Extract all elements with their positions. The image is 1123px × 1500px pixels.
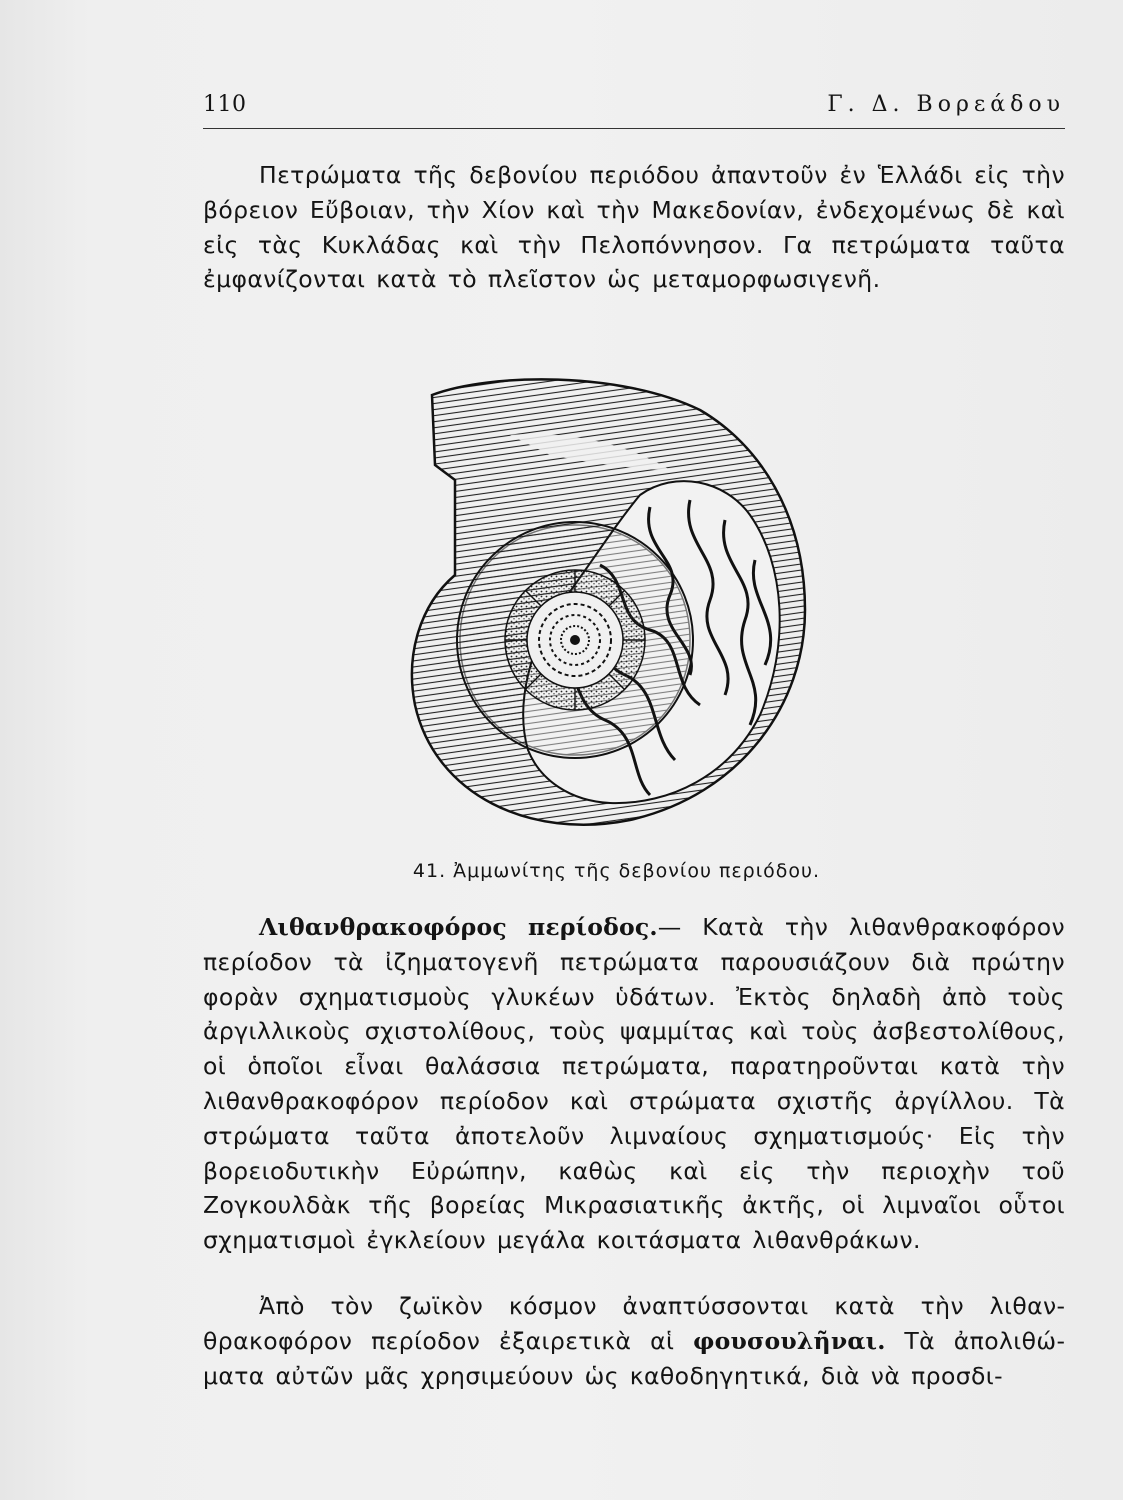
figure-ammonite — [400, 375, 820, 845]
page-header — [203, 92, 1065, 129]
running-head: Γ. Δ. Βορεάδου — [827, 92, 1065, 117]
paragraph-fusulinids-text-before: Ἀπὸ τὸν ζωϊκὸν κόσμον ἀναπτύσσονται κατὰ τὴν λιθανθρακοφόρον περίοδον ἐξαιρετικὰ αἱ — [203, 1292, 1065, 1355]
ammonite-illustration-icon — [400, 375, 820, 845]
page-number: 110 — [203, 92, 247, 117]
figure-caption: 41. Ἀμμωνίτης τῆς δεβονίου περιόδου. — [412, 860, 821, 882]
paragraph-devonian-rocks: Πετρώματα τῆς δεβονίου περιόδου ἀπαντοῦν ἐν Ἑλλάδι εἰς τὴν βόρειον Εὔβοιαν, τὴν Χίον καὶ τὴν Μακεδονίαν, ἐνδεχομένως δὲ καὶ εἰς τὰς Κυκλάδας καὶ τὴν Πελοπόννησον. Γα πετρώματα ταῦτα ἐμφανίζονται κατὰ τὸ πλεῖστον ὡς μεταμορφωσιγενῆ. — [203, 161, 1065, 294]
paragraph-fusulinids-text-after: Τὰ ἀπολιθώματα αὐτῶν μᾶς χρησιμεύουν ὡς καθοδηγητικά, διὰ νὰ προσδι- — [203, 1326, 1065, 1390]
paragraph-fusulinids — [203, 1289, 1065, 1393]
section-heading: Λιθανθρακοφόρος περίοδος. — [259, 913, 658, 941]
paragraph-carboniferous — [203, 910, 1065, 1258]
paragraph-carboniferous-text: — Κατὰ τὴν λιθανθρακοφόρον περίοδον τὰ ἰζηματογενῆ πετρώματα παρουσιάζουν διὰ πρώτην φορὰν σχηματισμοὺς γλυκέων ὑδάτων. Ἐκτὸς δηλαδὴ ἀπὸ τοὺς ἀργιλλικοὺς σχιστολίθους, τοὺς ψαμμίτας καὶ τοὺς ἀσβεστολίθους, οἱ ὁποῖοι εἶναι θαλάσσια πετρώματα, παρατηροῦνται κατὰ τὴν λιθανθρακοφόρον περίοδον καὶ στρώματα σχιστῆς ἀργίλλου. Τὰ στρώματα ταῦτα ἀποτελοῦν λιμναίους σχηματισμούς· Εἰς τὴν βορειοδυτικὴν Εὐρώπην, καθὼς καὶ εἰς τὴν περιοχὴν τοῦ Ζογκουλδὰκ τῆς βορείας Μικρασιατικῆς ἀκτῆς, οἱ λιμναῖοι οὗτοι σχηματισμοὶ ἐγκλείουν μεγάλα κοιτάσματα λιθανθράκων. — [203, 913, 1065, 1255]
fusulinids-term: φουσουλῆναι. — [693, 1326, 886, 1355]
